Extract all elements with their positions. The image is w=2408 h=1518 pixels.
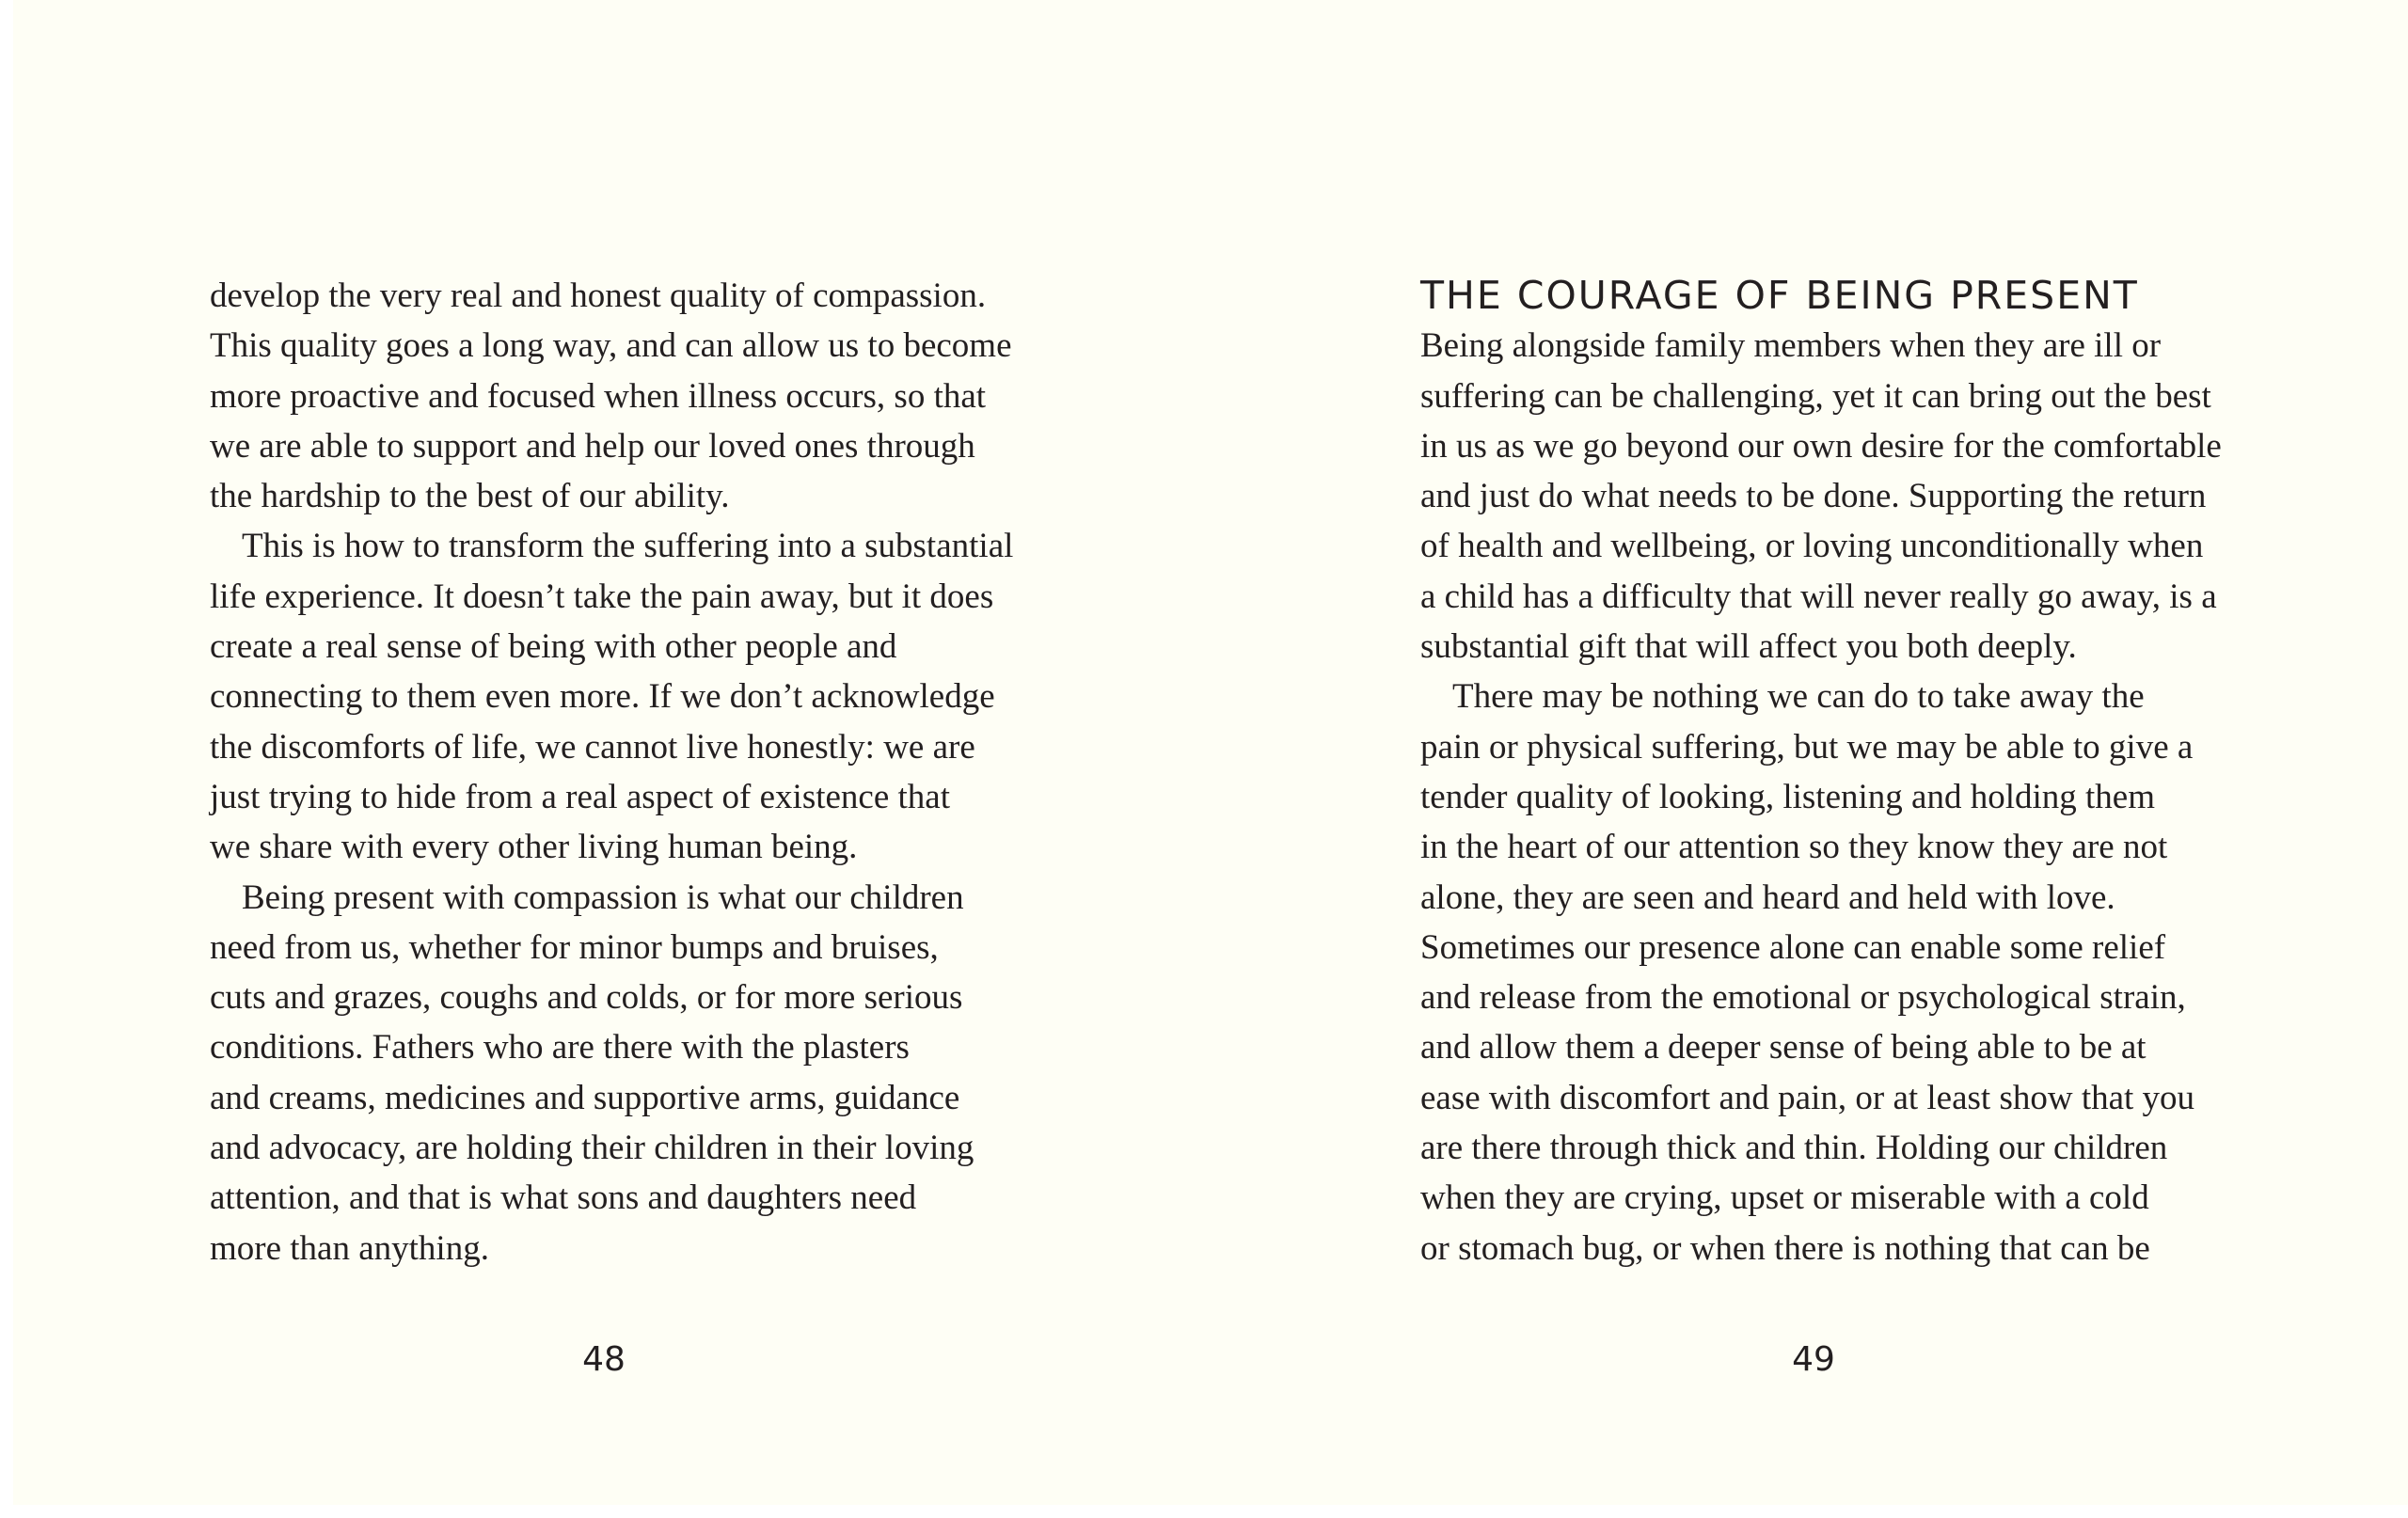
text-line: develop the very real and honest quality of compassion. [210,277,987,315]
text-line: and creams, medicines and supportive arms, guidance [210,1078,960,1117]
text-line: This quality goes a long way, and can allow us to become [210,326,1012,366]
text-line: substantial gift that will affect you both deeply. [1420,627,2077,667]
text-line: in us as we go beyond our own desire for the comfortable [1420,426,2222,466]
text-line: the hardship to the best of our ability. [210,477,730,516]
text-line: connecting to them even more. If we don’t acknowledge [210,677,995,717]
text-line: of health and wellbeing, or loving unconditionally when [1420,527,2204,566]
text-line: Being alongside family members when they are ill or [1420,326,2162,366]
text-line: or stomach bug, or when there is nothing that can be [1420,1228,2150,1268]
text-line: we are able to support and help our loved ones through [210,426,975,466]
text-line: Sometimes our presence alone can enable some relief [1420,927,2166,967]
paragraph-start-line: This is how to transform the suffering into a substantial [242,527,1014,566]
text-line: life experience. It doesn’t take the pain away, but it does [210,577,994,616]
chapter-heading: THE COURAGE OF BEING PRESENT [1420,273,2139,318]
text-line: and allow them a deeper sense of being able to be at [1420,1028,2147,1067]
text-line: more proactive and focused when illness occurs, so that [210,376,987,416]
text-line: a child has a difficulty that will never really go away, is a [1420,577,2217,616]
text-line: just trying to hide from a real aspect of existence that [210,777,951,816]
text-line: ease with discomfort and pain, or at least show that you [1420,1078,2195,1117]
text-line: more than anything. [210,1228,489,1268]
text-line: the discomforts of life, we cannot live honestly: we are [210,727,975,767]
text-line: and advocacy, are holding their children in their loving [210,1129,974,1168]
left-page [13,0,1211,1505]
paragraph-start-line: Being present with compassion is what our children [242,878,964,917]
text-line: conditions. Fathers who are there with the plasters [210,1028,910,1067]
text-line: and just do what needs to be done. Supporting the return [1420,477,2207,516]
book-spread [13,0,2408,1505]
text-line: suffering can be challenging, yet it can bring out the best [1420,376,2211,416]
text-line: attention, and that is what sons and daughters need [210,1178,917,1218]
right-page-body [1420,271,2229,1273]
right-page [1211,0,2408,1505]
text-line: and release from the emotional or psychological strain, [1420,978,2186,1018]
paragraph-start-line: There may be nothing we can do to take away the [1452,677,2145,717]
text-line: create a real sense of being with other people and [210,627,897,667]
text-line: alone, they are seen and heard and held with love. [1420,878,2115,917]
text-line: tender quality of looking, listening and holding them [1420,777,2155,816]
text-line: are there through thick and thin. Holding our children [1420,1129,2168,1168]
text-line: pain or physical suffering, but we may be able to give a [1420,727,2194,767]
text-line: cuts and grazes, coughs and colds, or for more serious [210,978,963,1018]
text-line: need from us, whether for minor bumps and bruises, [210,927,939,967]
text-line: we share with every other living human being. [210,828,858,867]
page-number: 49 [1792,1340,1835,1379]
page-number: 48 [582,1340,626,1379]
text-line: in the heart of our attention so they know they are not [1420,828,2168,867]
text-line: when they are crying, upset or miserable with a cold [1420,1178,2149,1218]
left-page-body [210,271,1019,1273]
